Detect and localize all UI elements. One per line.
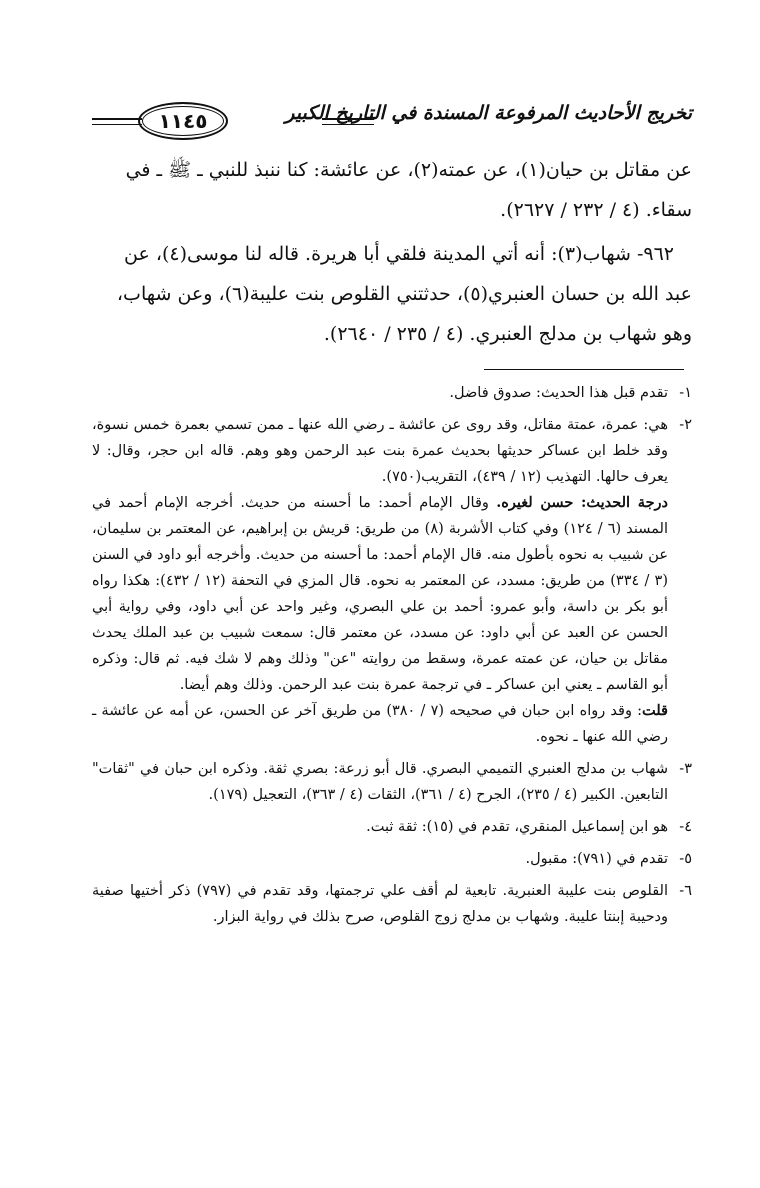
header-rule-right (322, 118, 374, 125)
footnote-text: تقدم قبل هذا الحديث: صدوق فاضل. (449, 385, 668, 401)
hadith-962-line2: عبد الله بن حسان العنبري(٥)، حدثتني القلوص بنت عليبة(٦)، وعن شهاب، (116, 283, 692, 305)
qult-text: : وقد رواه ابن حبان في صحيحه (٧ / ٣٨٠) من طريق آخر عن الحسن، عن أمه عن عائشة ـ رضي الله عنها ـ نحوه. (92, 703, 668, 745)
author-remark (92, 698, 668, 750)
footnote-number: ٢- (679, 417, 692, 433)
footnote-2 (92, 412, 692, 750)
footnote-number: ٤- (679, 819, 692, 835)
running-title: تخريج الأحاديث المرفوعة المسندة في التاريخ الكبير (285, 102, 692, 124)
footnote-4 (92, 814, 692, 840)
footnotes (92, 380, 692, 936)
para1-line1: عن مقاتل بن حيان(١)، عن عمته(٢)، عن عائشة: كنا ننبذ للنبي ـ ﷺ ـ في (125, 159, 692, 181)
footnote-text: شهاب بن مدلج العنبري التميمي البصري. قال أبو زرعة: بصري ثقة. وذكره ابن حبان في "ثقات" التابعين. الكبير (٤ / ٢٣٥)، الجرح (٤ / ٣٦١)، الثقات (٤ / ٣٦٣)، التعجيل (١٧٩). (92, 761, 668, 803)
footnote-6 (92, 878, 692, 930)
footnote-text: هو ابن إسماعيل المنقري، تقدم في (١٥): ثقة ثبت. (366, 819, 668, 835)
grade-text: وقال الإمام أحمد: ما أحسنه من حديث. أخرجه الإمام أحمد في المسند (٦ / ١٢٤) وفي كتاب الأشربة (٨) من طريق: قريش بن إبراهيم، عن المعتمر بن سليمان، عن شبيب به نحوه بأطول منه. قال الإمام أحمد: ما أحسنه من حديث. وأخرجه أبو داود في السنن (٣ / ٣٣٤) من طريق: مسدد، عن المعتمر به نحوه. قال المزي في التحفة (١٢ / ٤٣٢): هكذا رواه أبو بكر بن داسة، وأبو عمرو: أحمد بن علي البصري، وغير واحد عن أبي داود، وفي رواية أبي الحسن عن العبد عن أبي داود: عن مسدد، عن معتمر قال: سمعت شبيب بن عبد الملك يحدث مقاتل بن حيان، عن عمته عمرة، وسقط من روايته "عن" وذلك وهم لا شك فيه. ثم قال: وذكره أبو القاسم ـ يعني ابن عساكر ـ في ترجمة عمرة بنت عبد الرحمن. وذلك وهم أيضا. (92, 495, 668, 693)
footnote-number: ٦- (679, 883, 692, 899)
para1-line2: سقاء. (٤ / ٢٣٢ / ٢٦٢٧). (500, 199, 692, 221)
footnote-text: القلوص بنت عليبة العنبرية. تابعية لم أقف علي ترجمتها، وقد تقدم في (٧٩٧) ذكر أختيها صفية ودحيبة إبنتا عليبة. وشهاب بن مدلج زوج القلوص، صرح بذلك في رواية البزار. (92, 883, 668, 925)
main-text (92, 150, 692, 354)
header-rule-left (92, 118, 142, 125)
hadith-962-line3: وهو شهاب بن مدلج العنبري. (٤ / ٢٣٥ / ٢٦٤٠). (323, 323, 692, 345)
hadith-grade (92, 490, 668, 698)
grade-label: درجة الحديث: حسن لغيره. (496, 494, 668, 511)
footnote-separator (484, 369, 684, 370)
footnote-number: ٣- (679, 761, 692, 777)
footnote-3 (92, 756, 692, 808)
footnote-number: ٥- (679, 851, 692, 867)
footnote-text: تقدم في (٧٩١): مقبول. (525, 851, 668, 867)
footnote-text: هي: عمرة، عمتة مقاتل، وقد روى عن عائشة ـ رضي الله عنها ـ ممن تسمي بعمرة خمس نسوة، وقد خلط ابن عساكر حديثها بحديث عمرة بنت عبد الرحمن وهو وهم. قاله ابن حجر، وقال: لا يعرف حالها. التهذيب (١٢ / ٤٣٩)، التقريب(٧٥٠). (92, 417, 668, 485)
footnote-5 (92, 846, 692, 872)
qult-label: قلت (642, 702, 668, 719)
page-number-oval (138, 102, 228, 140)
footnote-1 (92, 380, 692, 406)
running-header (92, 98, 692, 144)
page-number: ١١٤٥ (158, 109, 208, 133)
hadith-962-line1: ٩٦٢- شهاب(٣): أنه أتي المدينة فلقي أبا هريرة. قاله لنا موسى(٤)، عن (123, 243, 674, 265)
footnote-number: ١- (679, 385, 692, 401)
